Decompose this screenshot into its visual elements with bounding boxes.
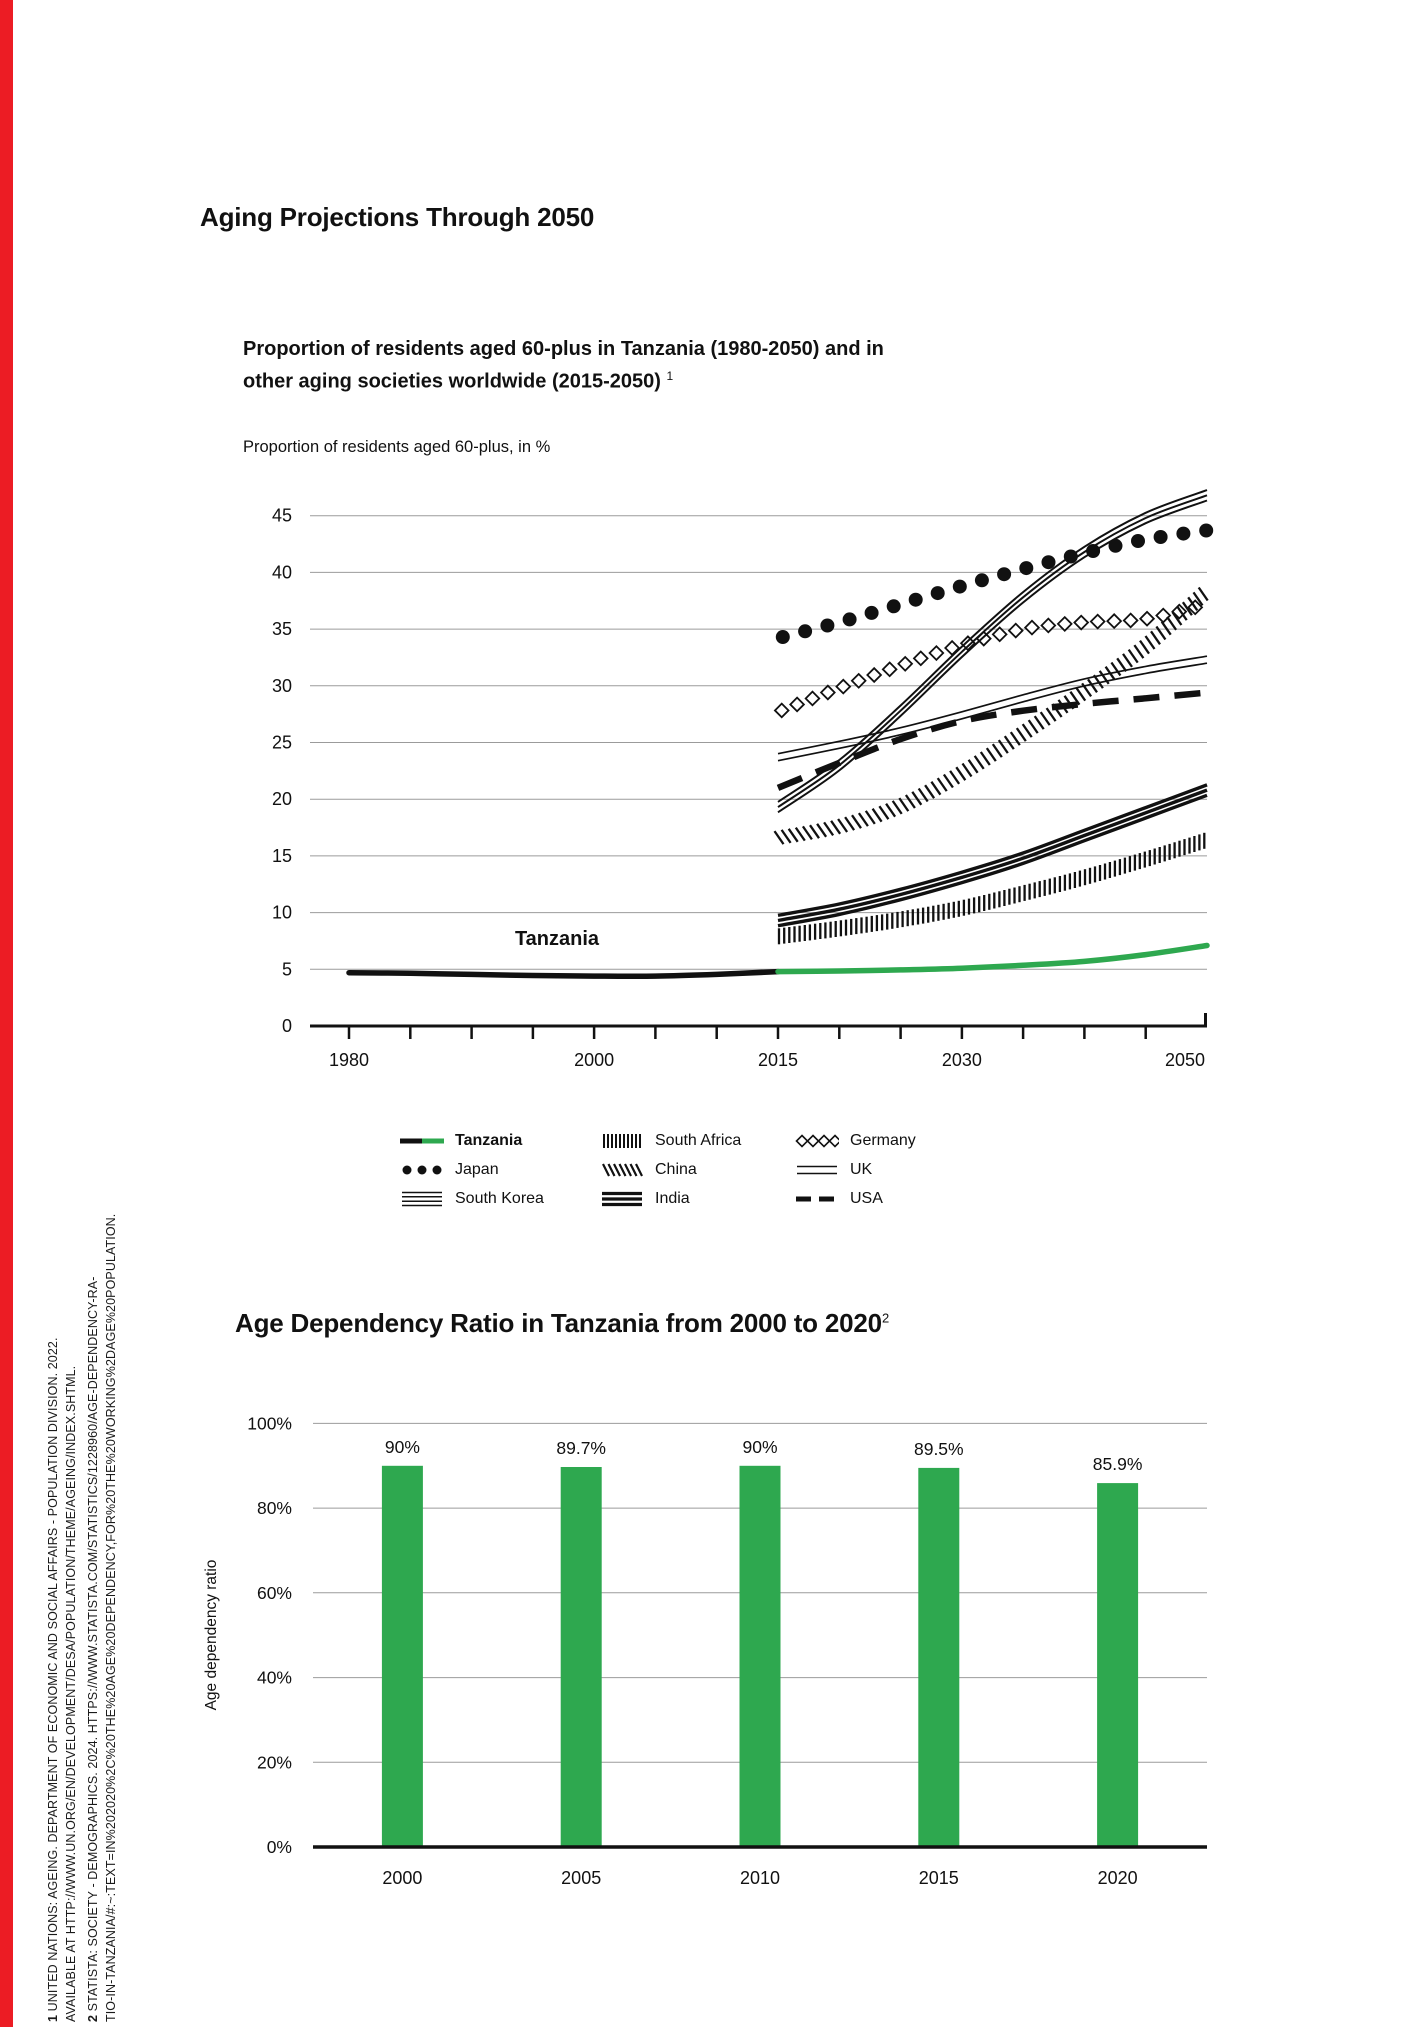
svg-text:90%: 90% [384,1436,420,1457]
chart1-axis-caption: Proportion of residents aged 60-plus, in % [243,438,551,456]
svg-text:40%: 40% [256,1667,292,1688]
dashed-swatch-icon [795,1190,839,1208]
svg-text:40: 40 [271,562,292,583]
svg-text:35: 35 [271,619,292,640]
legend-label: Germany [850,1132,916,1149]
age-dependency-bar-chart [0,1395,1260,1935]
legend-item-japan [400,1159,499,1181]
footnote-source-2-line2: TIO-IN-TANZANIA/#:~:TEXT=IN%202020%2C%20THE%20AGE%20DEPENDENCY,FOR%20THE%20WORKING%2DAGE%20POPULATION. [104,1213,118,2022]
x-axis-tick-labels [329,1050,1205,1070]
thin2-swatch-icon [795,1161,839,1179]
legend-item-india [600,1188,690,1210]
bar-2000 [382,1466,423,1847]
hatch-swatch-icon [600,1161,644,1179]
svg-text:2050: 2050 [1164,1050,1206,1070]
legend-label: China [655,1161,697,1178]
svg-text:30: 30 [271,675,292,696]
footnote-source-1-line2: AVAILABLE AT HTTP://WWW.UN.ORG/EN/DEVELOPMENT/DESA/POPULATION/THEME/AGEING/INDEX.SHTML. [64,1365,78,2022]
svg-text:80%: 80% [256,1498,292,1519]
legend-item-germany [795,1130,916,1152]
svg-text:2005: 2005 [561,1868,602,1888]
chart1-subtitle [243,336,1003,396]
legend-label: USA [850,1190,883,1207]
svg-text:0%: 0% [266,1837,292,1857]
svg-text:25: 25 [271,732,292,753]
legend-item-south-africa [600,1130,741,1152]
legend-item-south-korea [400,1188,544,1210]
bar-2010 [740,1466,781,1847]
legend-label: Japan [455,1161,499,1178]
multithick3-swatch-icon [600,1190,644,1208]
svg-text:15: 15 [271,845,292,866]
svg-text:89.5%: 89.5% [913,1438,964,1459]
legend-label: South Korea [455,1190,544,1207]
legend-label: India [655,1190,690,1207]
bar-2020 [1097,1483,1138,1847]
series-south-africa [779,833,1204,945]
diamonds-swatch-icon [795,1132,839,1150]
footnote-source-2-line1: 2 STATISTA: SOCIETY - DEMOGRAPHICS. 2024. HTTPS://WWW.STATISTA.COM/STATISTICS/1228960/AGE-DEPENDENCY-RA- [86,1276,100,2022]
gridlines [310,516,1207,970]
svg-text:2000: 2000 [382,1868,423,1888]
svg-text:20%: 20% [256,1752,292,1773]
bar-2005 [561,1467,602,1847]
chart1-subtitle-line2: other aging societies worldwide (2015-2050) [243,370,661,393]
legend-item-china [600,1159,697,1181]
svg-text:0: 0 [281,1016,292,1036]
svg-text:20: 20 [271,789,292,810]
svg-text:2000: 2000 [574,1050,615,1070]
footnote-source-1-line1: 1 UNITED NATIONS: AGEING. DEPARTMENT OF ECONOMIC AND SOCIAL AFFAIRS - POPULATION DIVISION. 2022. [46,1337,60,2022]
series-india [778,785,1207,926]
legend-item-usa [795,1188,883,1210]
x-axis-category-labels [382,1868,1137,1888]
multithin4-swatch-icon [400,1190,444,1208]
footnote-ref-2: 2 [881,1310,889,1326]
svg-text:5: 5 [281,959,292,980]
legend-label: UK [850,1161,873,1178]
bars [382,1466,1138,1847]
tanzania-swatch-icon [400,1132,444,1150]
legend-item-tanzania [400,1130,522,1152]
chart1-subtitle-line1: Proportion of residents aged 60-plus in Tanzania (1980-2050) and in [243,338,884,360]
legend-label: South Africa [655,1132,742,1149]
svg-text:2020: 2020 [1097,1868,1138,1888]
legend-item-uk [795,1159,872,1181]
series-tanzania [349,946,1207,977]
svg-text:85.9%: 85.9% [1092,1454,1143,1475]
svg-text:45: 45 [271,505,292,526]
legend-label: Tanzania [455,1132,523,1149]
chart2-title [235,1308,889,1339]
bar-2015 [918,1468,959,1847]
vbars-swatch-icon [600,1132,644,1150]
svg-text:100%: 100% [247,1413,292,1434]
svg-text:1980: 1980 [328,1050,370,1070]
chart2-title-text: Age Dependency Ratio in Tanzania from 2000 to 2020 [235,1308,882,1338]
aging-projections-line-chart [0,430,1260,1090]
dots-swatch-icon [400,1161,444,1179]
svg-text:89.7%: 89.7% [556,1438,607,1458]
svg-text:2015: 2015 [757,1050,799,1070]
y-axis-tick-labels [272,506,292,1036]
svg-text:2010: 2010 [739,1868,781,1888]
svg-text:10: 10 [271,902,292,923]
x-axis [310,1013,1207,1039]
svg-text:90%: 90% [742,1436,778,1457]
page-title: Aging Projections Through 2050 [200,202,595,232]
footnote-ref-1: 1 [666,369,674,383]
chart2-y-axis-title: Age dependency ratio [203,1559,220,1711]
svg-text:2030: 2030 [941,1050,982,1070]
svg-text:2015: 2015 [918,1868,959,1888]
y-axis-tick-labels [247,1413,292,1857]
tanzania-inline-label: Tanzania [514,928,600,950]
svg-text:60%: 60% [256,1582,292,1603]
